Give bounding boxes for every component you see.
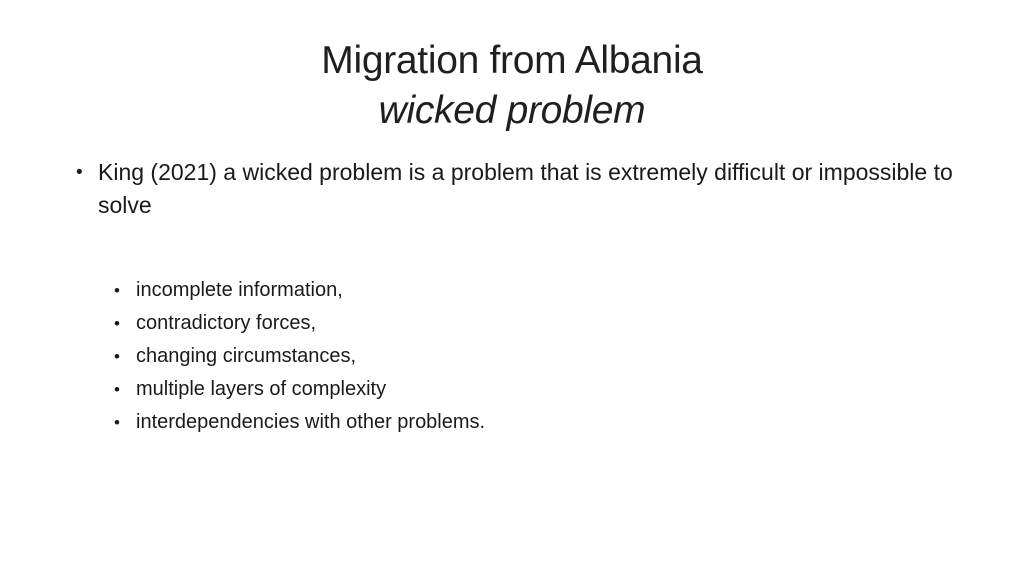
bullet-icon: • (114, 314, 120, 333)
sub-bullet-text: incomplete information, (136, 279, 343, 301)
main-bullet-text: King (2021) a wicked problem is a problem that is extremely difficult or impossible to solve (98, 159, 953, 218)
slide-body (76, 156, 956, 439)
sub-bullet-text: multiple layers of complexity (136, 378, 387, 400)
slide-title-block (0, 36, 1024, 136)
slide-title: Migration from Albania (321, 39, 703, 82)
list-item (114, 373, 956, 406)
sub-bullet-text: interdependencies with other problems. (136, 411, 486, 433)
main-bullet (76, 156, 956, 222)
bullet-icon: • (114, 347, 120, 366)
sub-bullet-text: contradictory forces, (136, 312, 317, 334)
bullet-icon: • (114, 281, 120, 300)
bullet-icon: • (76, 162, 83, 183)
list-item (114, 274, 956, 307)
sub-bullet-list (76, 274, 956, 439)
slide-subtitle: wicked problem (378, 89, 646, 132)
sub-bullet-text: changing circumstances, (136, 345, 357, 367)
list-item (114, 340, 956, 373)
bullet-icon: • (114, 413, 120, 432)
list-item (114, 307, 956, 340)
bullet-icon: • (114, 380, 120, 399)
list-item (114, 406, 956, 439)
